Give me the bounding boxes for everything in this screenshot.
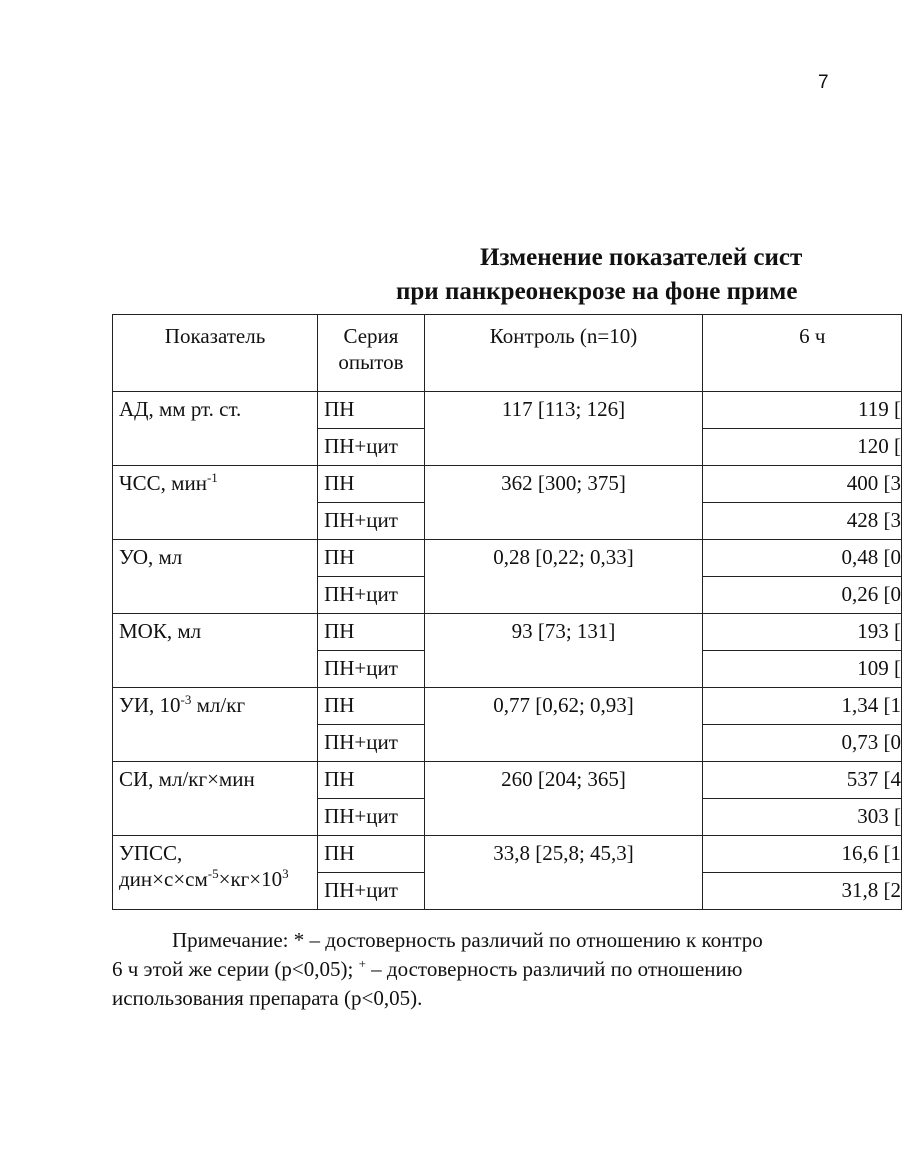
series-cell: ПН+цит xyxy=(318,725,425,762)
value-6h-cell: 537 [4 xyxy=(703,762,902,799)
value-6h-cell: 109 [ xyxy=(703,651,902,688)
control-cell: 33,8 [25,8; 45,3] xyxy=(424,836,702,910)
value-6h-cell: 16,6 [1 xyxy=(703,836,902,873)
series-cell: ПН+цит xyxy=(318,503,425,540)
control-cell: 0,28 [0,22; 0,33] xyxy=(424,540,702,614)
value-6h-cell: 0,73 [0 xyxy=(703,725,902,762)
series-cell: ПН xyxy=(318,466,425,503)
table-row xyxy=(113,392,902,429)
table-row xyxy=(113,762,902,799)
table-title-line-1: Изменение показателей сист xyxy=(480,244,803,271)
value-6h-cell: 303 [ xyxy=(703,799,902,836)
series-cell: ПН xyxy=(318,836,425,873)
table-row xyxy=(113,688,902,725)
value-6h-cell: 1,34 [1 xyxy=(703,688,902,725)
indicator-cell: СИ, мл/кг×мин xyxy=(113,762,318,836)
series-cell: ПН xyxy=(318,688,425,725)
value-6h-cell: 0,26 [0 xyxy=(703,577,902,614)
indicator-cell: ЧСС, мин$^{-1}$ xyxy=(113,466,318,540)
table-row xyxy=(113,836,902,873)
value-6h-cell: 193 [ xyxy=(703,614,902,651)
series-cell: ПН xyxy=(318,614,425,651)
table-row xyxy=(113,540,902,577)
indicator-cell: МОК, мл xyxy=(113,614,318,688)
value-6h-cell: 428 [3 xyxy=(703,503,902,540)
control-cell: 362 [300; 375] xyxy=(424,466,702,540)
header-series: Серия опытов xyxy=(318,315,425,392)
indicator-cell: АД, мм рт. ст. xyxy=(113,392,318,466)
series-cell: ПН+цит xyxy=(318,873,425,910)
table-row xyxy=(113,614,902,651)
indicator-cell: УИ, $10^{-3}$ мл/кг xyxy=(113,688,318,762)
header-6h: 6 ч xyxy=(703,315,902,392)
series-cell: ПН xyxy=(318,540,425,577)
value-6h-cell: 0,48 [0 xyxy=(703,540,902,577)
control-cell: 0,77 [0,62; 0,93] xyxy=(424,688,702,762)
series-cell: ПН+цит xyxy=(318,429,425,466)
header-indicator: Показатель xyxy=(113,315,318,392)
note-line-3: использования препарата (p<0,05). xyxy=(112,986,423,1010)
control-cell: 260 [204; 365] xyxy=(424,762,702,836)
indicator-cell: УПСС, $дин\times с\times см^{-5}\times кг\times 10^3$ xyxy=(113,836,318,910)
note-line-1: Примечание: * – достоверность различий по отношению к контро xyxy=(172,928,763,952)
indicator-cell: УО, мл xyxy=(113,540,318,614)
value-6h-cell: 119 [ xyxy=(703,392,902,429)
table-row xyxy=(113,466,902,503)
data-table xyxy=(112,314,902,910)
series-cell: ПН+цит xyxy=(318,799,425,836)
control-cell: 117 [113; 126] xyxy=(424,392,702,466)
page-number: 7 xyxy=(818,72,829,93)
value-6h-cell: 400 [3 xyxy=(703,466,902,503)
table-note xyxy=(112,926,872,1013)
series-cell: ПН xyxy=(318,762,425,799)
series-cell: ПН xyxy=(318,392,425,429)
table-header-row xyxy=(113,315,902,392)
value-6h-cell: 120 [ xyxy=(703,429,902,466)
table-title-line-2: при панкреонекрозе на фоне приме xyxy=(396,278,798,305)
value-6h-cell: 31,8 [2 xyxy=(703,873,902,910)
control-cell: 93 [73; 131] xyxy=(424,614,702,688)
note-line-2: 6 ч этой же серии (p<0,05); + – достоверность различий по отношению xyxy=(112,956,743,981)
series-cell: ПН+цит xyxy=(318,651,425,688)
header-control: Контроль (n=10) xyxy=(424,315,702,392)
series-cell: ПН+цит xyxy=(318,577,425,614)
